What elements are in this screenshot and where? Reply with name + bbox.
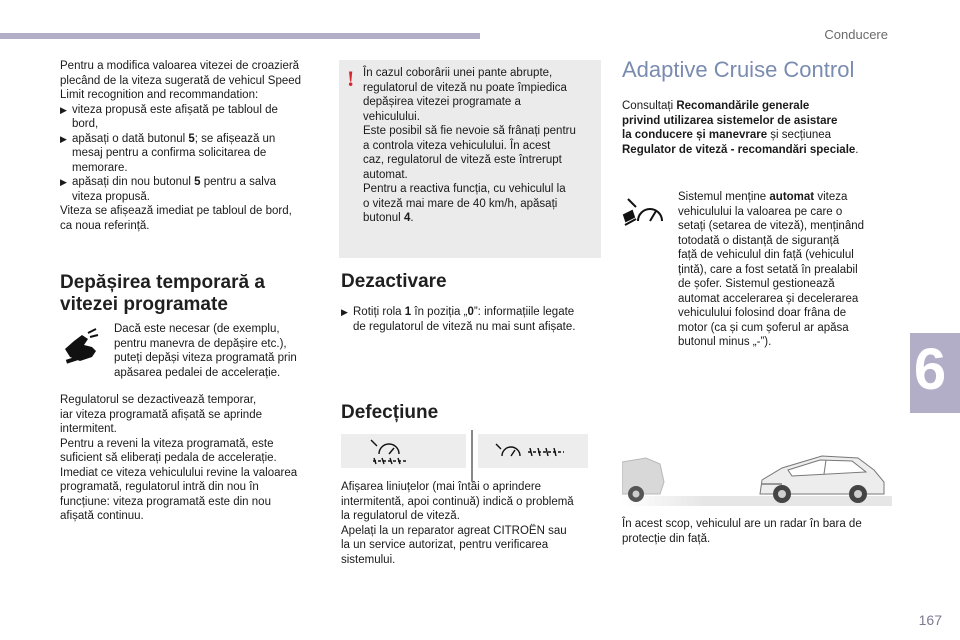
text-fragment: . [410, 212, 414, 224]
list-item [60, 103, 330, 132]
text-fragment: la conducere și manevrare [622, 129, 768, 141]
text-fragment: în poziția „ [411, 306, 468, 318]
text-line: de șofer. Sistemul gestionează [678, 278, 835, 290]
text-line [363, 211, 599, 226]
text-line: Imediat ce viteza vehiculului revine la valoarea [60, 466, 298, 479]
text-line: o viteză mai mare de 40 km/h, apăsați [363, 197, 558, 210]
text-line [622, 99, 912, 114]
radar-text [622, 517, 912, 546]
intro-block [60, 59, 330, 233]
bullet-marker: ▶ [60, 104, 67, 115]
text-fragment: automat [769, 191, 815, 203]
chapter-number: 6 [913, 337, 947, 402]
text-line: vehiculului la valoarea pe care o [678, 205, 843, 218]
text-fragment: Regulator de viteză - recomandări speciale [622, 143, 856, 156]
text-line: Regulatorul se dezactivează temporar, [60, 394, 257, 406]
text-line: suficient să eliberați pedala de accelerație. [60, 452, 277, 464]
text-line: protecție din față. [622, 532, 711, 545]
text-fragment: . [855, 143, 859, 156]
foot-pedal-icon [62, 327, 100, 365]
text-line: Este posibil să fie nevoie să frânați pentru [363, 125, 576, 137]
text-line: a controla viteza vehiculului. În acest [363, 139, 551, 152]
acc-title: Adaptive Cruise Control [622, 57, 855, 82]
bullet-marker: ▶ [341, 307, 348, 317]
text-line: motor (ca și cum șoferul ar apăsa [678, 321, 849, 334]
bullet-text: bord, [72, 118, 99, 130]
cars-illustration [622, 440, 892, 510]
text-line: programată, regulatorul intră din nou în [60, 481, 259, 493]
regulator-text [60, 393, 330, 524]
intro-line: Pentru a modifica valoarea vitezei de croazieră [60, 60, 300, 72]
text-line: Apelați la un reparator agreat CITROËN sau [341, 524, 567, 537]
text-line: Afișarea liniuțelor (mai întâi o aprindere [341, 481, 542, 493]
section-title: Conducere [824, 27, 888, 42]
text-line: intermitent. [60, 423, 117, 435]
dezactivare-text [341, 305, 603, 334]
bullet-text: memorare. [72, 161, 128, 174]
bullet-text: viteza propusă. [72, 190, 150, 203]
button-number: 4 [403, 212, 411, 224]
warning-icon: ! [347, 66, 355, 91]
text-line: caz, regulatorul de viteză este întrerupt [363, 154, 562, 166]
text-line: În cazul coborârii unei pante abrupte, [363, 67, 553, 79]
text-line: În acest scop, vehiculul are un radar în bara de [622, 518, 862, 530]
text-fragment: Rotiți rola [353, 306, 405, 318]
text-line [622, 128, 912, 143]
consult-text [622, 99, 912, 157]
bullet-marker: ▶ [60, 133, 67, 144]
text-line [678, 190, 910, 205]
text-fragment: viteza [814, 191, 848, 203]
warning-text [363, 66, 599, 226]
text-line: sistemului. [341, 553, 396, 566]
bullet-text: viteza propusă este afișată pe tabloul de [72, 103, 278, 116]
intro-line: plecând de la viteza sugerată de vehicul Speed [60, 74, 302, 87]
text-line: afișată continuu. [60, 510, 144, 522]
button-number: 5 [188, 132, 195, 145]
text-fragment: ”: informațiile legate [473, 306, 575, 318]
speedometer-dashes-icon [478, 434, 588, 468]
text-line: vehiculului. [363, 110, 420, 123]
separator [471, 430, 473, 482]
outro-line: ca noua referință. [60, 219, 150, 232]
acc-icon [622, 195, 666, 231]
text-line: setați (setarea de viteză), menținând [678, 220, 865, 232]
text-line: apăsarea pedalei de accelerație. [114, 366, 281, 379]
text-fragment: Sistemul menține [678, 191, 770, 203]
page-number: 167 [918, 612, 942, 628]
text-line: intermitentă, apoi continuă) indică o problemă [341, 495, 574, 508]
text-line: Dacă este necesar (de exemplu, [114, 323, 280, 335]
text-line: iar viteza programată afișată se aprinde [60, 408, 262, 421]
bullet-text: apăsați o dată butonul [72, 132, 189, 145]
fault-display-blinking [341, 434, 466, 468]
text-line: vehiculului folosind doar frâna de [678, 307, 847, 319]
text-line: Pentru a reactiva funcția, cu vehiculul la [363, 183, 566, 195]
text-line: depășirea vitezei programate a [363, 96, 521, 108]
system-text [678, 190, 910, 350]
heading-defectiune: Defecțiune [341, 402, 439, 423]
list-item [60, 175, 330, 204]
speedometer-dashes-icon [341, 434, 466, 468]
text-line: automat. [363, 168, 408, 181]
text-line: la regulatorul de viteză. [341, 510, 460, 522]
text-line: puteți depăși viteza programată prin [114, 352, 297, 364]
text-fragment: și secțiunea [767, 129, 832, 141]
text-line: privind utilizarea sistemelor de asistare [622, 114, 838, 127]
list-item [60, 132, 330, 176]
text-line: totodată o distanță de siguranță [678, 234, 840, 247]
depasire-text [114, 322, 324, 380]
bullet-text: pentru a salva [200, 176, 276, 188]
text-fragment: Consultați [622, 100, 677, 112]
button-number: 5 [194, 176, 201, 188]
text-line [622, 143, 912, 158]
bullet-text: apăsați din nou butonul [72, 176, 195, 188]
bullet-text: ; se afișează un [194, 132, 276, 145]
text-fragment: Recomandările generale [676, 100, 810, 112]
text-line: automat accelerarea și decelerarea [678, 292, 859, 305]
text-fragment: butonul [363, 212, 404, 224]
heading-depasire [60, 272, 265, 316]
heading-line: Depășirea temporară a [60, 272, 265, 293]
heading-line: vitezei programate [60, 294, 228, 315]
intro-line: Limit recognition and recommandation: [60, 89, 259, 101]
wheel-number: 1 [404, 306, 412, 318]
text-fragment: de regulatorul de viteză nu mai sunt afișate. [353, 320, 576, 333]
text-line: Pentru a reveni la viteza programată, este [60, 437, 274, 450]
position-zero: 0 [467, 306, 474, 318]
list-item [341, 305, 603, 334]
text-line: regulatorul de viteză nu poate împiedica [363, 81, 567, 94]
outro-line: Viteza se afișează imediat pe tabloul de bord, [60, 205, 292, 217]
text-line: funcțiune: viteza programată este din nou [60, 495, 271, 508]
defectiune-text [341, 480, 603, 567]
text-line: butonul minus „-”). [678, 336, 772, 348]
fault-display-steady [478, 434, 588, 468]
text-line: țintă), care a fost setată în prealabil [678, 263, 858, 276]
header-bar [0, 33, 480, 39]
bullet-text: mesaj pentru a confirma solicitarea de [72, 147, 267, 159]
bullet-marker: ▶ [60, 177, 67, 187]
text-line: pentru manevra de depășire etc.), [114, 337, 287, 350]
text-line: la un service autorizat, pentru verificarea [341, 539, 549, 551]
heading-dezactivare: Dezactivare [341, 271, 447, 292]
text-line: față de vehiculul din față (vehiculul [678, 249, 854, 261]
